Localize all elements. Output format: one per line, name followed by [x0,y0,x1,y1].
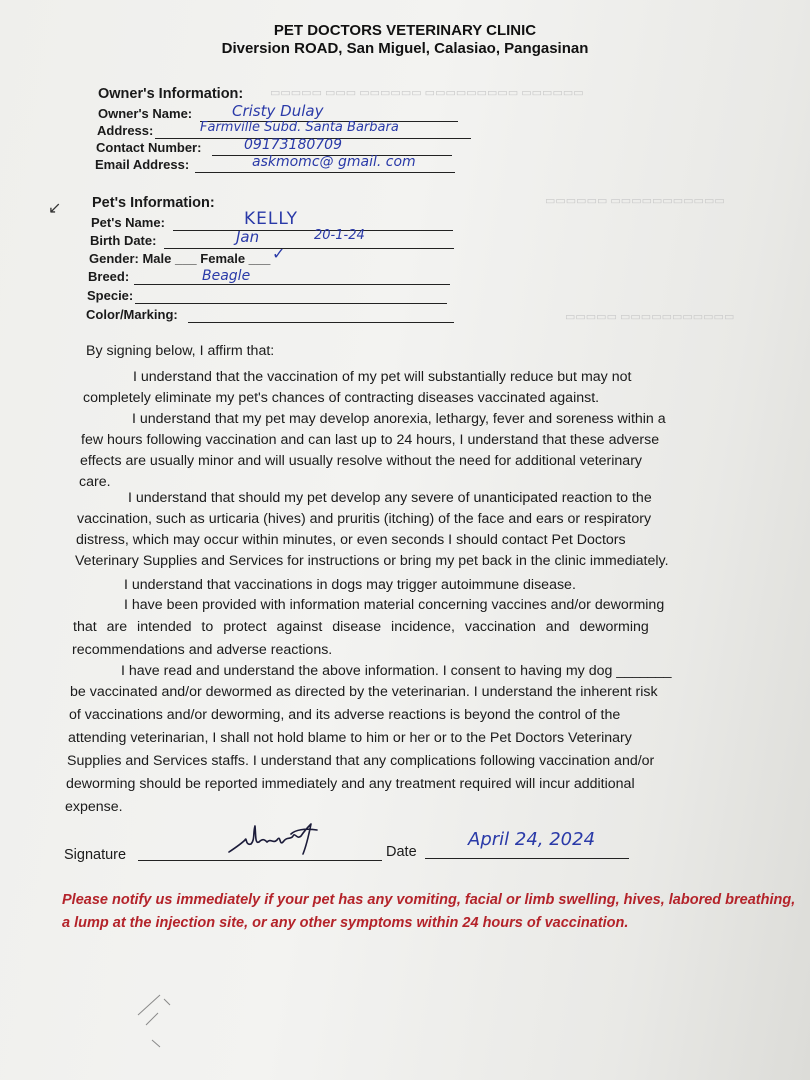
pet-name-line [173,230,453,231]
pet-color-row [86,307,466,325]
pet-breed-label: Breed: [88,269,130,284]
consent-line: deworming should be reported immediately and any treatment required will incur additional [66,776,635,792]
consent-line: attending veterinarian, I shall not hold blame to him or her or to the Pet Doctors Veterinary [68,730,632,746]
bleed-through-text: ▭▭▭▭▭ ▭▭▭ ▭▭▭▭▭▭ ▭▭▭▭▭▭▭▭▭ ▭▭▭▭▭▭ [270,87,584,99]
date-value[interactable]: April 24, 2024 [468,829,596,850]
pet-gender-row [89,251,349,269]
owner-address-label: Address: [97,123,154,138]
pet-specie-label: Specie: [87,288,134,303]
handwritten-signature[interactable] [225,818,330,862]
consent-line: care. [79,474,111,490]
pet-birth-label: Birth Date: [90,233,157,248]
consent-line: Supplies and Services staffs. I understand that any complications following vaccination and/or [67,753,655,769]
consent-intro: By signing below, I affirm that: [86,343,275,359]
owner-name-label: Owner's Name: [98,106,193,121]
consent-line: I understand that my pet may develop anorexia, lethargy, fever and soreness within a [132,411,666,427]
owner-contact-value[interactable]: 09173180709 [244,137,342,153]
pet-color-label: Color/Marking: [86,307,178,322]
pet-name-value[interactable]: KELLY [244,209,298,229]
pet-specie-line [135,303,447,304]
date-label: Date [386,844,417,860]
consent-line: I understand that the vaccination of my pet will substantially reduce but may not [133,369,632,385]
pen-scribble-mark [130,985,190,1055]
pet-birth-value-2[interactable]: 20-1-24 [314,228,365,243]
consent-line: I have been provided with information material concerning vaccines and/or deworming [124,597,665,613]
bleed-through-text: ▭▭▭▭▭ ▭▭▭▭▭▭▭▭▭▭▭ [565,311,735,323]
consent-line: I have read and understand the above information. I consent to having my dog _______ [121,663,672,679]
clinic-name: PET DOCTORS VETERINARY CLINIC [273,22,537,39]
clinic-address: Diversion ROAD, San Miguel, Calasiao, Pangasinan [221,40,589,57]
owner-contact-label: Contact Number: [96,140,202,155]
owner-address-value[interactable]: Farmville Subd. Santa Barbara [200,120,399,135]
consent-line: I understand that vaccinations in dogs may trigger autoimmune disease. [124,577,576,593]
owner-email-label: Email Address: [95,157,190,172]
pet-birth-value[interactable]: Jan [236,228,260,246]
signature-label: Signature [64,847,127,863]
consent-line: be vaccinated and/or dewormed as directed by the veterinarian. I understand the inherent risk [70,684,658,700]
consent-line: Veterinary Supplies and Services for instructions or bring my pet back in the clinic immediately. [75,553,669,569]
pet-specie-row [87,288,467,306]
date-line [425,858,629,859]
consent-line: effects are usually minor and will usually resolve without the need for additional veterinary [80,453,643,469]
post-vaccination-notice: Please notify us immediately if your pet has any vomiting, facial or limb swelling, hives, labored breathing, a lump at the injection site, or any other symptoms within 24 hours of vaccination. [62,892,796,931]
consent-line: expense. [65,799,123,815]
pet-breed-row [88,269,468,287]
owner-email-value[interactable]: askmomc@ gmail. com [252,154,416,170]
pen-mark-icon: ↙ [48,200,62,217]
owner-name-value[interactable]: Cristy Dulay [232,102,324,120]
pet-gender-label: Gender: Male ___ Female ___ [89,251,271,266]
consent-line: recommendations and adverse reactions. [72,642,333,658]
pet-color-line [188,322,454,323]
gender-female-checkmark[interactable]: ✓ [272,244,286,263]
bleed-through-text: ▭▭▭▭▭▭ ▭▭▭▭▭▭▭▭▭▭▭ [545,195,725,207]
consent-line: vaccination, such as urticaria (hives) and pruritis (itching) of the face and ears or respiratory [77,511,652,527]
owner-section-title: Owner's Information: [98,86,244,102]
consent-line: completely eliminate my pet's chances of contracting diseases vaccinated against. [83,390,600,406]
pet-breed-line [134,284,450,285]
owner-email-line [195,172,455,173]
pet-name-label: Pet's Name: [91,215,165,230]
pet-birth-line [164,248,454,249]
consent-line: I understand that should my pet develop any severe of unanticipated reaction to the [128,490,652,506]
pet-section-title: Pet's Information: [92,195,215,211]
consent-line: few hours following vaccination and can last up to 24 hours, I understand that these adverse [81,432,660,448]
consent-line: distress, which may occur within minutes, or even seconds I should contact Pet Doctors [76,532,626,548]
consent-line: of vaccinations and/or deworming, and its adverse reactions is beyond the control of the [69,707,621,723]
pet-breed-value[interactable]: Beagle [202,268,251,284]
consent-line: that are intended to protect against disease incidence, vaccination and deworming [73,619,649,635]
